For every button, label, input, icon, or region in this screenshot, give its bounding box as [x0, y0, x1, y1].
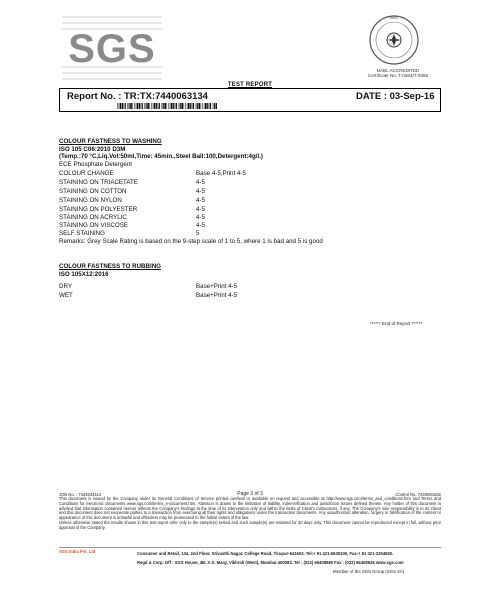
barcode-icon	[117, 103, 217, 109]
address-line: Regd & Corp. Off : SGS House, 4B, A.S. Marg, Vikhroli (West), Mumbai-400083. Tel : (022) 66408580 Fax : (022) 66408625 www.sgs.com	[137, 560, 404, 565]
result-label: STAINING ON TRIACETATE	[59, 179, 138, 186]
disclaimer-paragraph: This document is issued by the Company under its General Conditions of Service printed overleaf or available on request and accessible at http://www.sgs.com/terms_and_conditions.htm and Terms and Conditions for electronic documents www.sgs.com/terms_e-document.htm. Attention is drawn to the limitation of liability, indemnification and jurisdiction issues defined therein. Any holder of this document is advised that information contained hereon reflects the Company's findings at the time of its intervention only and within the limits of Client's instructions, if any. The Company's sole responsibility is to its Client and this document does not exonerate parties to a transaction from exercising all their rights and obligations under the transaction documents. Any unauthorized alteration, forgery or falsification of the content or appearance of this document is unlawful and offenders may be prosecuted to the fullest extent of the law.	[59, 496, 441, 521]
page-number: Page 3 of 3	[237, 491, 263, 497]
company-name: SGS India Pvt. Ltd	[59, 549, 96, 554]
result-label: STAINING ON VISCOSE	[59, 222, 128, 229]
result-value: 4-5	[196, 179, 205, 186]
result-label: SELF STAINING	[59, 230, 105, 237]
result-value: 4-5	[196, 197, 205, 204]
rubbing-section	[59, 263, 161, 278]
result-row	[59, 292, 237, 300]
rubbing-title: COLOUR FASTNESS TO RUBBING	[59, 263, 161, 270]
result-row	[59, 170, 246, 178]
washing-detergent: ECE Phosphate Detergent	[59, 160, 132, 168]
certificate-number: Certificate No. T-0354/T-0355	[367, 73, 429, 79]
job-number: JOB No. : 7444034114	[59, 492, 102, 497]
sgs-group-member: Member of the SGS Group (SGS SA)	[333, 569, 405, 574]
rubbing-standard: ISO 105X12:2016	[59, 270, 109, 278]
result-row	[59, 283, 237, 291]
result-label: WET	[59, 292, 73, 299]
washing-conditions: (Temp.:70 °C,Liq.Vol:50ml,Time: 45min.,Steel Ball:100,Detergent:4g/l.)	[59, 153, 263, 161]
report-date: DATE : 03-Sep-16	[356, 91, 435, 102]
result-value: 4-5	[196, 206, 205, 213]
result-value: 5	[196, 230, 200, 237]
result-value: 4-5	[196, 222, 205, 229]
result-row	[59, 197, 205, 205]
report-number-label: Report No.	[67, 91, 116, 102]
result-row	[59, 214, 205, 222]
result-value: 4-5	[196, 214, 205, 221]
result-row	[59, 230, 199, 238]
address-line: Consumer and Retail, 134, 2nd Floor, Srivasthi Nagar, College Road, Tirupur-641602. Tel:+ 91 421-6630100, Fax:+ 91 421-2204692.	[137, 551, 394, 556]
result-row	[59, 206, 205, 214]
end-of-report: ****** End of Report ******	[370, 321, 423, 326]
control-number: Control No.:7440064282	[395, 492, 441, 497]
result-label: STAINING ON COTTON	[59, 188, 127, 195]
company-address	[137, 549, 441, 567]
svg-text:NABL: NABL	[389, 16, 399, 20]
result-row	[59, 188, 205, 196]
disclaimer	[59, 497, 441, 531]
washing-title: COLOUR FASTNESS TO WASHING	[59, 138, 162, 145]
sgs-logo	[62, 14, 162, 84]
disclaimer-paragraph: Unless otherwise stated the results shown in this test report refer only to the sample(s) tested and such sample(s) are retained for 30 days only. This document cannot be reproduced except in full, without prior approval of the Company.	[59, 519, 441, 530]
document-title: TEST REPORT	[227, 82, 273, 88]
result-label: STAINING ON POLYESTER	[59, 206, 138, 213]
result-value: Base+Print 4-5	[196, 283, 238, 290]
result-label: STAINING ON NYLON	[59, 197, 122, 204]
footer-divider	[59, 547, 441, 548]
result-label: STAINING ON ACRYLIC	[59, 214, 127, 221]
result-row	[59, 222, 205, 230]
washing-standard: ISO 105 C06:2010 D3M	[59, 145, 126, 153]
result-value: 4-5	[196, 188, 205, 195]
result-value: Base+Print 4-5	[196, 292, 238, 299]
result-value: Base 4-5,Print 4-5	[196, 170, 246, 177]
remarks: Remarks: Grey Scale Rating is based on the 9-step scale of 1 to 5, where 1 is bad and 5 is good	[59, 238, 323, 245]
svg-text:SGS: SGS	[68, 27, 156, 71]
accreditation-label: NABL ACCREDITED	[376, 68, 420, 73]
accreditation-caption	[348, 68, 448, 79]
report-number-value: : TR:TX:7440063134	[118, 91, 208, 102]
washing-section	[59, 138, 263, 168]
result-label: COLOUR CHANGE	[59, 170, 114, 177]
result-row	[59, 179, 205, 187]
result-label: DRY	[59, 283, 72, 290]
report-number	[67, 91, 208, 102]
